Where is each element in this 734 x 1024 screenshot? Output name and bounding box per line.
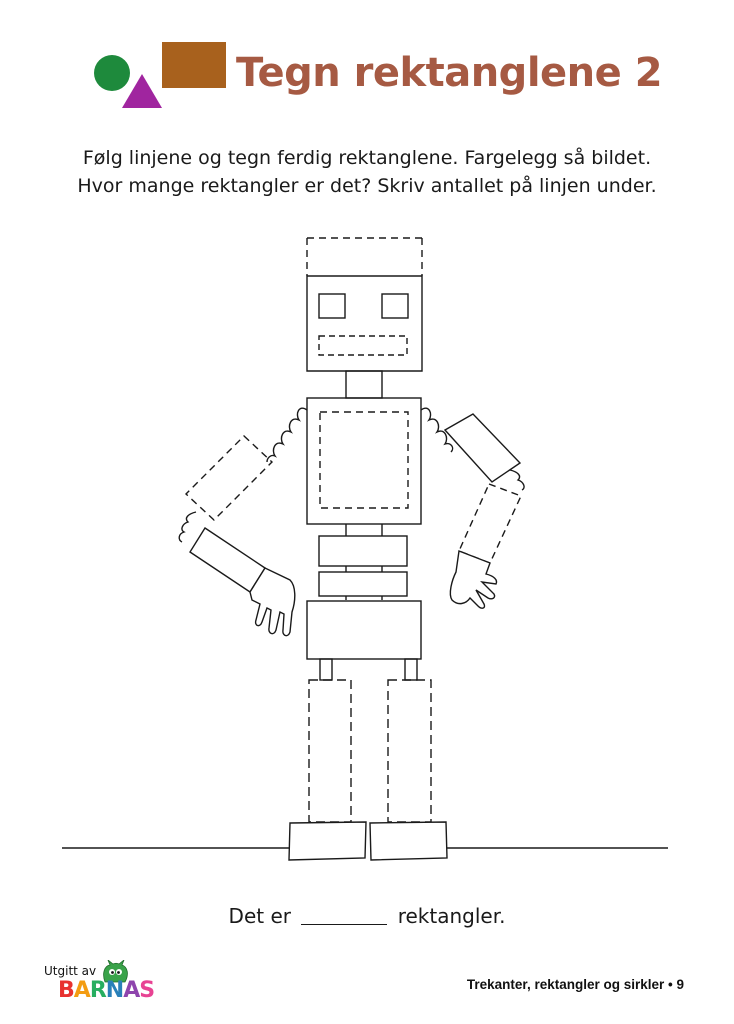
publisher-label: Utgitt av: [44, 964, 97, 978]
instructions: [40, 144, 694, 200]
robot-belly-segment-2: [319, 572, 407, 596]
left-shoulder-spring: [267, 408, 307, 462]
left-elbow-spring: [179, 512, 196, 542]
answer-blank[interactable]: [301, 904, 387, 925]
answer-suffix: rektangler.: [397, 904, 506, 928]
robot-left-eye: [319, 294, 345, 318]
answer-sentence: [0, 904, 734, 928]
brand-letter: N: [105, 978, 124, 1003]
publisher-logo: [44, 964, 184, 1008]
robot-right-foot: [370, 822, 447, 860]
page-title: Tegn rektanglene 2: [236, 50, 663, 96]
robot-right-arm: [421, 408, 524, 608]
brown-rectangle-shape: [162, 42, 226, 88]
right-upper-arm: [445, 414, 520, 482]
brand-letter: A: [123, 978, 140, 1003]
instruction-line-2: Hvor mange rektangler er det? Skriv antallet på linjen under.: [77, 175, 657, 197]
robot-neck: [346, 371, 382, 398]
robot-torso: [307, 398, 421, 524]
brand-letter: B: [58, 978, 74, 1003]
brand-letter: R: [89, 978, 106, 1003]
left-forearm: [190, 528, 265, 592]
robot-hips: [307, 601, 421, 659]
green-circle-shape: [94, 55, 130, 91]
robot-head: [307, 238, 422, 371]
right-forearm: [459, 484, 521, 563]
robot-belly-segment-1: [319, 536, 407, 566]
decorative-shapes: [90, 40, 230, 112]
right-hand: [450, 551, 496, 608]
robot-left-leg: [309, 680, 351, 822]
robot-chest-panel: [320, 412, 408, 508]
robot-drawing: [0, 220, 734, 870]
right-elbow-spring: [510, 470, 524, 490]
brand-letter: S: [139, 978, 155, 1003]
left-upper-arm: [186, 436, 272, 520]
robot-right-eye: [382, 294, 408, 318]
answer-prefix: Det er: [228, 904, 291, 928]
brand-wordmark: [58, 978, 154, 1003]
robot-left-hip-joint: [320, 659, 332, 680]
robot-mouth: [319, 336, 407, 355]
robot-right-leg: [388, 680, 431, 822]
instruction-line-1: Følg linjene og tegn ferdig rektanglene. Fargelegg så bildet.: [82, 147, 652, 169]
footer-page-info: Trekanter, rektangler og sirkler • 9: [466, 977, 684, 992]
brand-letter: A: [73, 978, 90, 1003]
robot-right-hip-joint: [405, 659, 417, 680]
robot-left-arm: [179, 408, 307, 635]
robot-left-foot: [289, 822, 366, 860]
